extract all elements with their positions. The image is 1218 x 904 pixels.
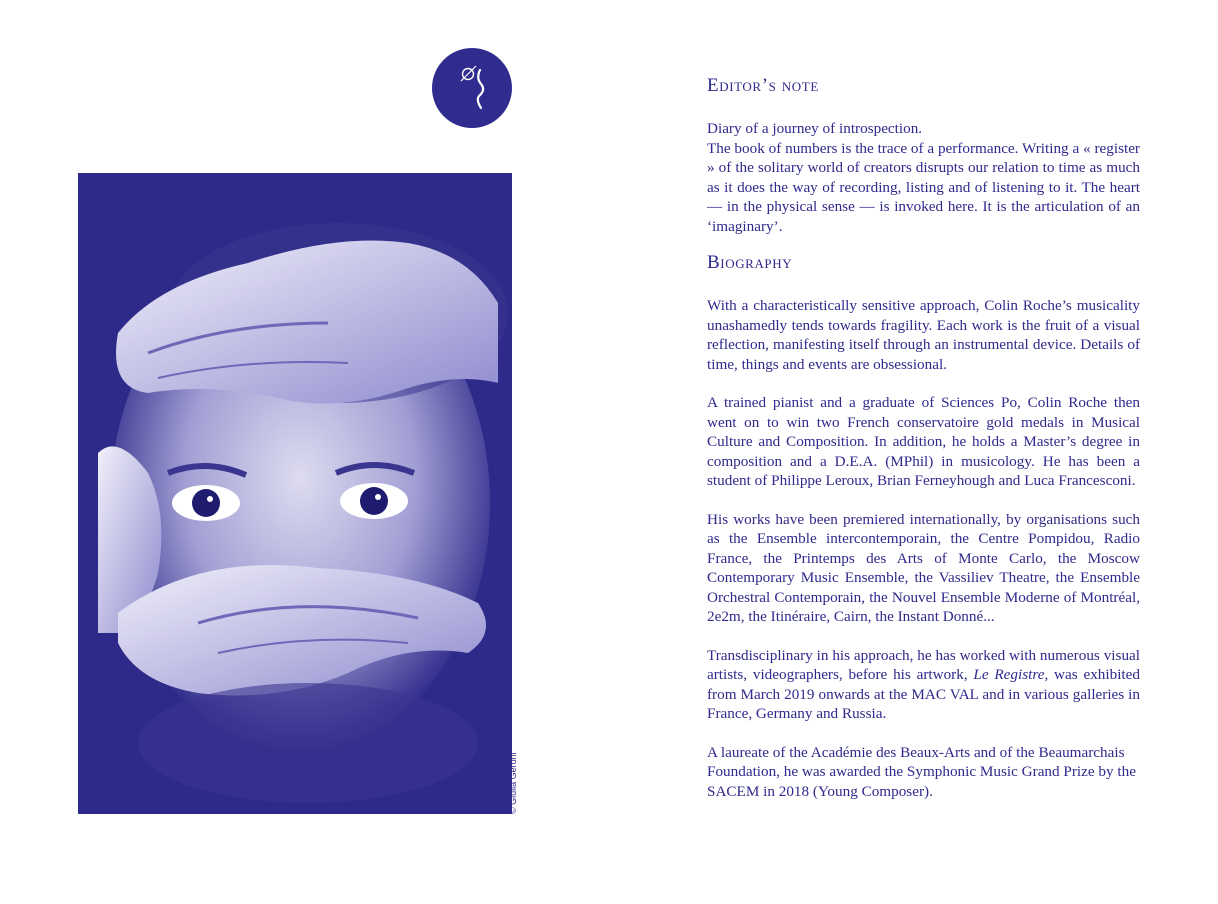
biography-paragraph-5: A laureate of the Académie des Beaux-Arts and of the Beaumarchais Foundation, he was awarded the Symphonic Music Grand Prize by the SACEM in 2018 (Young Composer). xyxy=(707,743,1136,800)
biography-heading: Biography xyxy=(707,252,793,273)
artwork-title: Le Registre xyxy=(973,666,1045,683)
portrait-photo xyxy=(78,173,512,814)
biography-paragraph-4-start: Transdisciplinary in his approach, he has worked with numerous visual artists, videographers, before his artwork, xyxy=(707,646,1140,683)
biography-paragraph-3: His works have been premiered internationally, by organisations such as the Ensemble intercontemporain, the Centre Pompidou, Radio France, the Printemps des Arts of Monte Carlo, the Moscow Contemporary Music Ensemble, the Vassiliev Theatre, the Ensemble Orchestral Contemporain, the Nouvel Ensemble Moderne of Montréal, 2e2m, the Itinéraire, Cairn, the Instant Donné... xyxy=(707,510,1140,625)
editors-note-heading: Editor’s note xyxy=(707,75,819,96)
biography-paragraph-4 xyxy=(707,646,1140,724)
biography-body xyxy=(707,296,1140,801)
editors-note-body xyxy=(707,119,1140,236)
biography-paragraph-2: A trained pianist and a graduate of Sciences Po, Colin Roche then went on to win two French conservatoire gold medals in Musical Culture and Composition. In addition, he holds a Master’s degree in composition and a D.E.A. (MPhil) in musicology. He has been a student of Philippe Leroux, Brian Ferneyhough and Luca Francesconi. xyxy=(707,394,1140,489)
biography-paragraph-4-end: , was exhibited from March 2019 onwards at the MAC VAL and in various galleries in France, Germany and Russia. xyxy=(707,666,1140,722)
text-column xyxy=(707,74,1140,820)
editors-note-line1: Diary of a journey of introspection. xyxy=(707,120,923,137)
photo-credit: © Giulia Geroni xyxy=(508,752,518,814)
editors-note-line2: The book of numbers is the trace of a performance. Writing a « register » of the solitary world of creators disrupts our relation to time as much as it does the way of recording, listing and of listening to it. The heart — in the physical sense — is invoked here. It is the articulation of an ‘imaginary’. xyxy=(707,139,1140,235)
composer-emblem-icon xyxy=(432,48,512,128)
biography-paragraph-1: With a characteristically sensitive approach, Colin Roche’s musicality unashamedly tends towards fragility. Each work is the fruit of a visual reflection, manifesting itself through an instrumental device. Details of time, things and events are obsessional. xyxy=(707,297,1140,373)
